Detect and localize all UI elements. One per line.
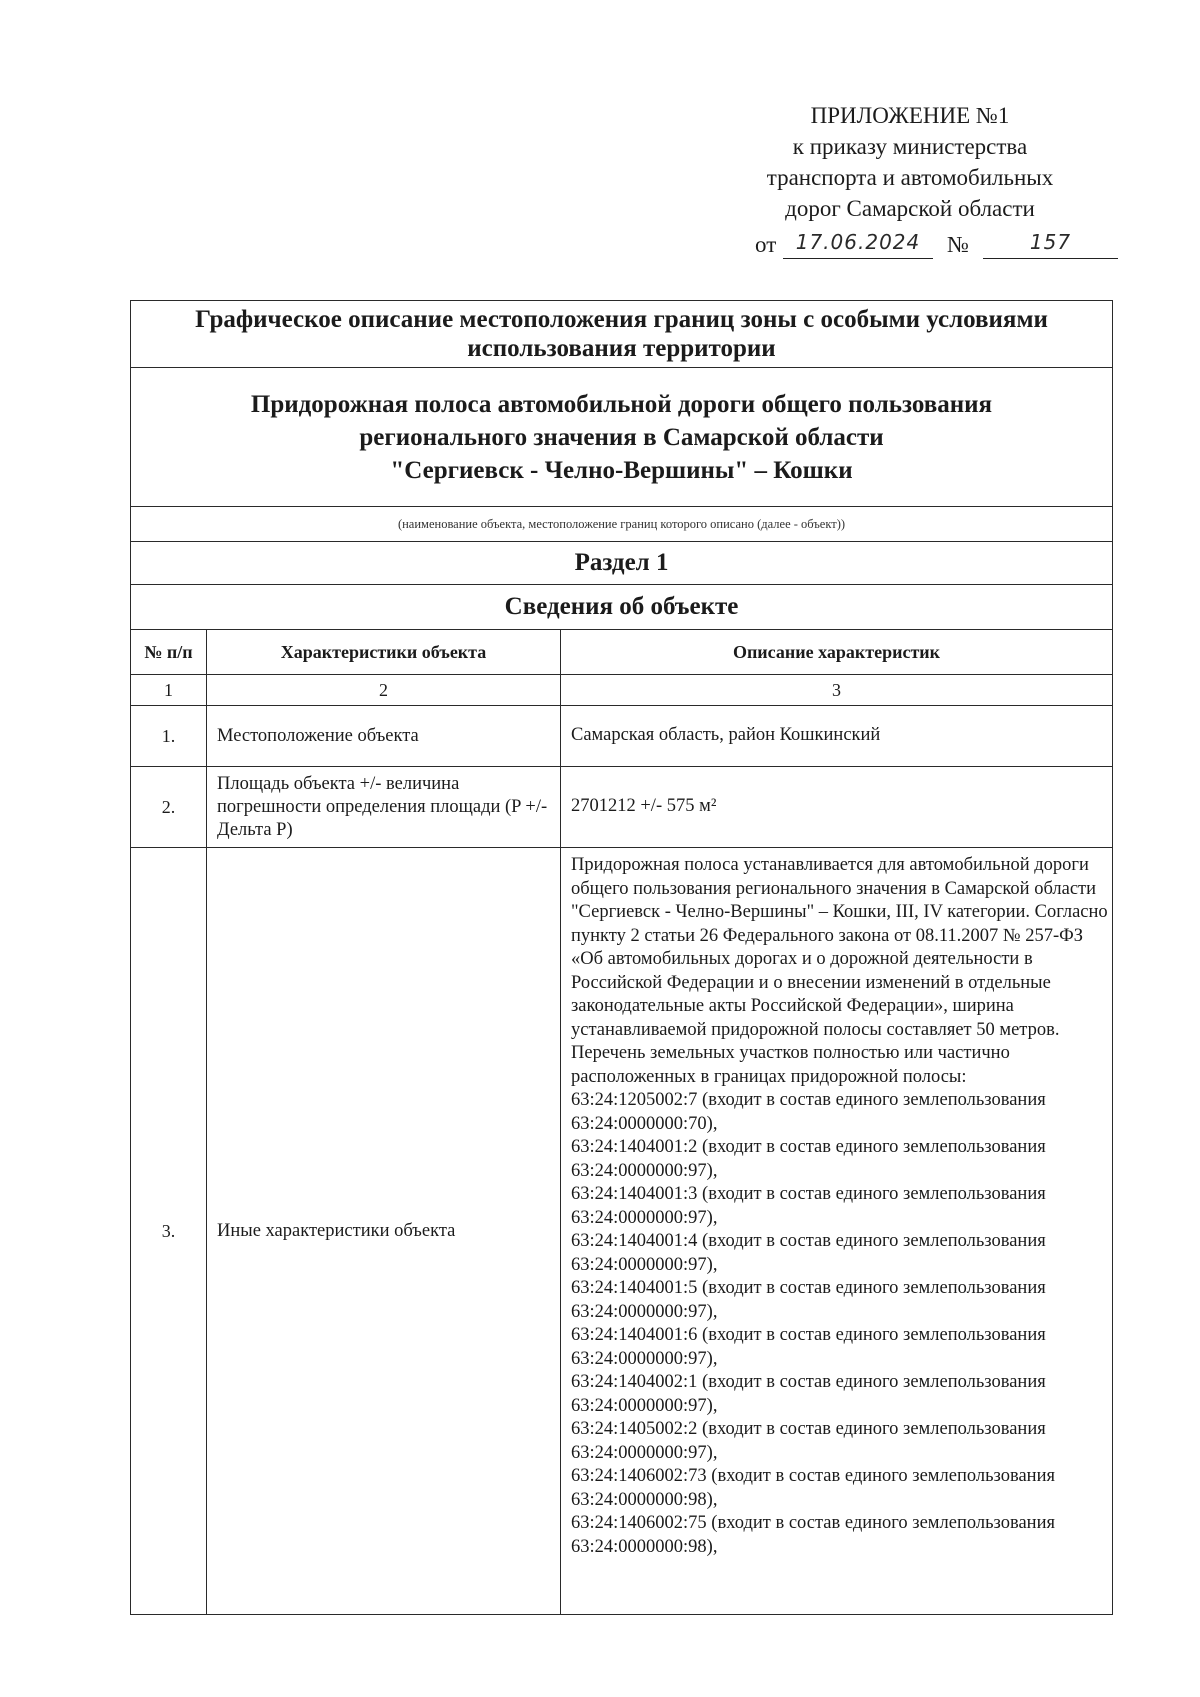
table-row bbox=[131, 706, 1113, 767]
handwritten-number: 157 bbox=[983, 228, 1118, 259]
description-paragraph-1: Придорожная полоса устанавливается для автомобильной дороги общего пользования регионального значения в Самарской области "Сергиевск - Челно-Вершины" – Кошки, III, IV категории. Согласно пункту 2 статьи 26 Федерального закона от 08.11.2007 № 257-ФЗ «Об автомобильных дорогах и о дорожной деятельности в Российской Федерации и о внесении изменений в отдельные законодательные акты Российской Федерации», ширина устанавливаемой придорожной полосы составляет 50 метров. bbox=[571, 855, 1108, 1040]
order-date-number bbox=[755, 228, 1120, 264]
parcel-item: 63:24:1404001:6 (входит в состав единого землепользования 63:24:0000000:97), bbox=[571, 1325, 1046, 1369]
document-title: Графическое описание местоположения границ зоны с особыми условиями использования территории bbox=[131, 301, 1113, 368]
column-number-3: 3 bbox=[561, 675, 1113, 706]
table-row bbox=[131, 767, 1113, 848]
parcel-item: 63:24:1405002:2 (входит в состав единого землепользования 63:24:0000000:97), bbox=[571, 1419, 1046, 1463]
parcel-item: 63:24:1404002:1 (входит в состав единого землепользования 63:24:0000000:97), bbox=[571, 1372, 1046, 1416]
object-note: (наименование объекта, местоположение границ которого описано (далее - объект)) bbox=[131, 507, 1113, 542]
table-row bbox=[131, 848, 1113, 1615]
appendix-header bbox=[700, 100, 1120, 224]
header-characteristics: Характеристики объекта bbox=[207, 630, 561, 675]
section-title: Сведения об объекте bbox=[131, 585, 1113, 630]
column-number-2: 2 bbox=[207, 675, 561, 706]
section-label: Раздел 1 bbox=[131, 542, 1113, 585]
parcel-item: 63:24:1404001:2 (входит в состав единого землепользования 63:24:0000000:97), bbox=[571, 1137, 1046, 1181]
appendix-line-3: дорог Самарской области bbox=[785, 196, 1035, 221]
header-description: Описание характеристик bbox=[561, 630, 1113, 675]
row-characteristic: Местоположение объекта bbox=[207, 706, 561, 767]
parcel-item: 63:24:1406002:73 (входит в состав единого землепользования 63:24:0000000:98), bbox=[571, 1466, 1055, 1510]
number-prefix: № bbox=[947, 232, 969, 257]
row-number: 3. bbox=[131, 848, 207, 1615]
row-number: 2. bbox=[131, 767, 207, 848]
object-name bbox=[131, 368, 1113, 507]
parcel-item: 63:24:1404001:3 (входит в состав единого землепользования 63:24:0000000:97), bbox=[571, 1184, 1046, 1228]
row-characteristic: Площадь объекта +/- величина погрешности определения площади (P +/- Дельта P) bbox=[207, 767, 561, 848]
parcel-item: 63:24:1205002:7 (входит в состав единого землепользования 63:24:0000000:70), bbox=[571, 1090, 1046, 1134]
row-description: Самарская область, район Кошкинский bbox=[561, 706, 1113, 767]
column-number-1: 1 bbox=[131, 675, 207, 706]
parcel-item: 63:24:1404001:5 (входит в состав единого землепользования 63:24:0000000:97), bbox=[571, 1278, 1046, 1322]
row-number: 1. bbox=[131, 706, 207, 767]
appendix-title: ПРИЛОЖЕНИЕ №1 bbox=[810, 103, 1010, 128]
header-number: № п/п bbox=[131, 630, 207, 675]
handwritten-date: 17.06.2024 bbox=[783, 228, 933, 259]
object-name-line-3: "Сергиевск - Челно-Вершины" – Кошки bbox=[390, 456, 853, 484]
appendix-line-2: транспорта и автомобильных bbox=[766, 165, 1054, 190]
object-name-line-2: регионального значения в Самарской области bbox=[359, 423, 884, 451]
date-prefix: от bbox=[755, 232, 777, 257]
description-paragraph-2: Перечень земельных участков полностью или частично расположенных в границах придорожной полосы: bbox=[571, 1043, 1010, 1087]
object-name-line-1: Придорожная полоса автомобильной дороги общего пользования bbox=[250, 390, 993, 418]
zone-description-table bbox=[130, 300, 1113, 1615]
parcel-item: 63:24:1406002:75 (входит в состав единого землепользования 63:24:0000000:98), bbox=[571, 1513, 1055, 1557]
row-description bbox=[561, 848, 1113, 1615]
row-description: 2701212 +/- 575 м² bbox=[561, 767, 1113, 848]
row-characteristic: Иные характеристики объекта bbox=[207, 848, 561, 1615]
appendix-line-1: к приказу министерства bbox=[792, 134, 1028, 159]
parcel-item: 63:24:1404001:4 (входит в состав единого землепользования 63:24:0000000:97), bbox=[571, 1231, 1046, 1275]
